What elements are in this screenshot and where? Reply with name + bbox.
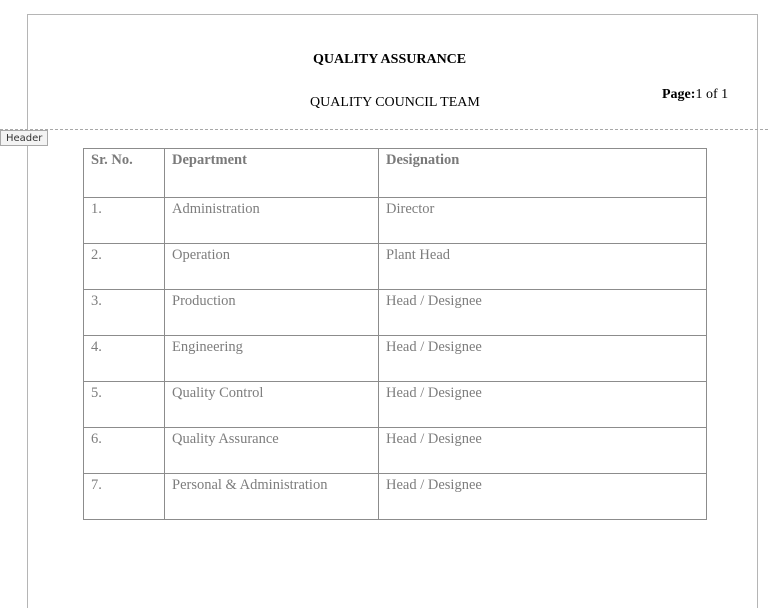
cell-department[interactable]: Quality Assurance xyxy=(165,428,379,474)
cell-designation[interactable]: Head / Designee xyxy=(379,290,707,336)
table-row xyxy=(84,382,707,428)
cell-designation[interactable]: Head / Designee xyxy=(379,382,707,428)
page-label: Page: xyxy=(662,87,696,102)
page-number xyxy=(662,87,728,103)
cell-department[interactable]: Engineering xyxy=(165,336,379,382)
cell-department[interactable]: Administration xyxy=(165,198,379,244)
cell-department[interactable]: Production xyxy=(165,290,379,336)
cell-department[interactable]: Operation xyxy=(165,244,379,290)
table-row xyxy=(84,474,707,520)
table-row xyxy=(84,336,707,382)
document-subtitle: QUALITY COUNCIL TEAM xyxy=(310,95,480,110)
page-of: of xyxy=(702,87,722,102)
table-row xyxy=(84,290,707,336)
table-header-row xyxy=(84,149,707,198)
header-boundary-line xyxy=(0,129,768,130)
cell-designation[interactable]: Plant Head xyxy=(379,244,707,290)
cell-designation[interactable]: Head / Designee xyxy=(379,428,707,474)
cell-sr-no[interactable]: 6. xyxy=(84,428,165,474)
cell-sr-no[interactable]: 3. xyxy=(84,290,165,336)
cell-designation[interactable]: Head / Designee xyxy=(379,474,707,520)
table-row xyxy=(84,198,707,244)
document-title: QUALITY ASSURANCE xyxy=(313,52,467,67)
page-total: 1 xyxy=(721,87,729,102)
cell-sr-no[interactable]: 4. xyxy=(84,336,165,382)
cell-department[interactable]: Personal & Administration xyxy=(165,474,379,520)
council-table xyxy=(83,148,707,520)
cell-sr-no[interactable]: 1. xyxy=(84,198,165,244)
table-row xyxy=(84,244,707,290)
cell-department[interactable]: Quality Control xyxy=(165,382,379,428)
cell-designation[interactable]: Director xyxy=(379,198,707,244)
column-header-designation[interactable]: Designation xyxy=(379,149,707,198)
page-current: 1 xyxy=(695,87,703,102)
column-header-department[interactable]: Department xyxy=(165,149,379,198)
table-row xyxy=(84,428,707,474)
cell-sr-no[interactable]: 2. xyxy=(84,244,165,290)
cell-sr-no[interactable]: 7. xyxy=(84,474,165,520)
header-tag[interactable]: Header xyxy=(0,130,48,146)
cell-sr-no[interactable]: 5. xyxy=(84,382,165,428)
cell-designation[interactable]: Head / Designee xyxy=(379,336,707,382)
column-header-sr-no[interactable]: Sr. No. xyxy=(84,149,165,198)
